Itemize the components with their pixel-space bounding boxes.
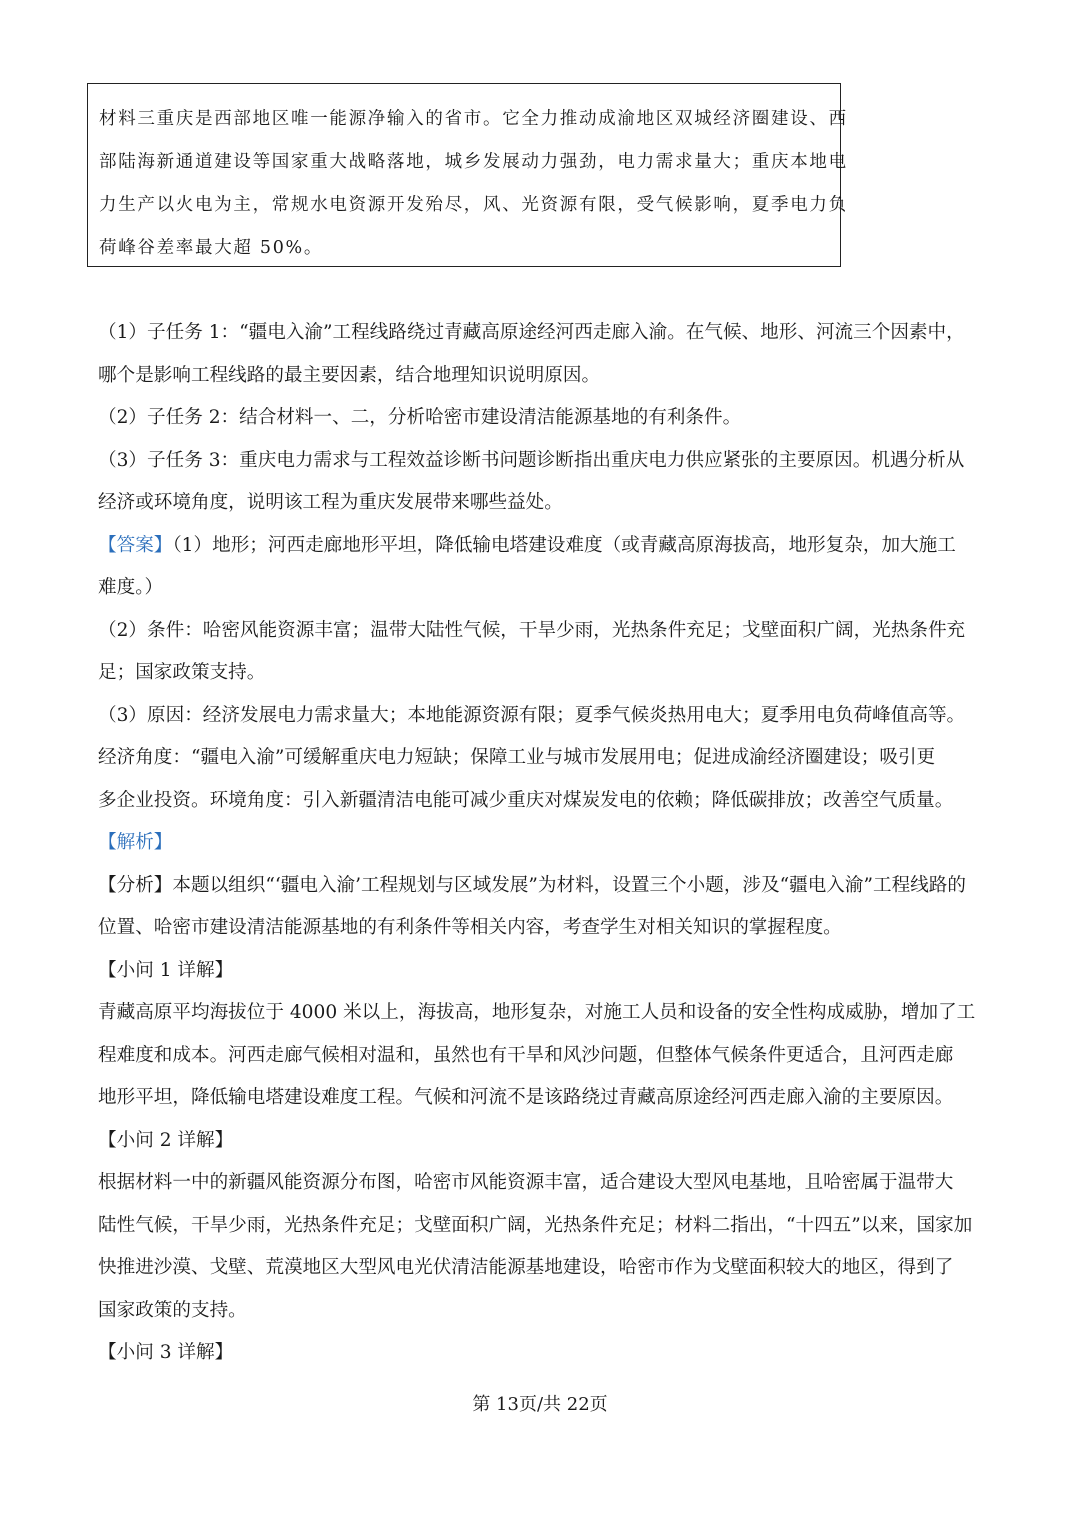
analysis-line: 地形平坦，降低输电塔建设难度工程。气候和河流不是该路绕过青藏高原途经河西走廊入渝的主要原因。	[98, 1087, 954, 1108]
material-line: 材料三重庆是西部地区唯一能源净输入的省市。它全力推动成渝地区双城经济圈建设、西	[99, 109, 848, 129]
analysis-line: 陆性气候，干旱少雨，光热条件充足；戈壁面积广阔，光热条件充足；材料二指出，“十四五”以来，国家加	[98, 1214, 973, 1236]
answer-section	[98, 525, 982, 823]
material-three-box	[87, 83, 848, 267]
analysis-line: 国家政策的支持。	[98, 1299, 247, 1321]
material-line: 部陆海新通道建设等国家重大战略落地，城乡发展动力强劲，电力需求量大；重庆本地电	[99, 152, 848, 172]
question-line: （1）子任务 1：“疆电入渝”工程线路绕过青藏高原途经河西走廊入渝。在气候、地形、河流三个因素中，	[98, 322, 965, 343]
analysis-section	[98, 822, 982, 1375]
analysis-line: 根据材料一中的新疆风能资源分布图，哈密市风能资源丰富，适合建设大型风电基地，且哈密属于温带大	[98, 1172, 954, 1193]
answer-first-line	[98, 525, 982, 568]
answer-line: （3）原因：经济发展电力需求量大；本地能源资源有限；夏季气候炎热用电大；夏季用电负荷峰值高等。	[98, 704, 966, 726]
document-body	[98, 312, 982, 1375]
answer-tag: 【答案】	[98, 534, 173, 556]
page-number: 第 13页/共 22页	[472, 1394, 608, 1415]
material-line: 荷峰谷差率最大超 50%。	[99, 238, 324, 258]
analysis-line: 【分析】本题以组织“‘疆电入渝’工程规划与区域发展”为材料，设置三个小题，涉及“疆电入渝”工程线路的	[98, 874, 966, 896]
question-line: （2）子任务 2：结合材料一、二，分析哈密市建设清洁能源基地的有利条件。	[98, 407, 742, 428]
analysis-line: 快推进沙漠、戈壁、荒漠地区大型风电光伏清洁能源基地建设，哈密市作为戈壁面积较大的地区，得到了	[98, 1257, 954, 1278]
analysis-line: 青藏高原平均海拔位于 4000 米以上，海拔高，地形复杂，对施工人员和设备的安全性构成威胁，增加了工	[98, 1002, 976, 1023]
analysis-line: 程难度和成本。河西走廊气候相对温和，虽然也有干旱和风沙问题，但整体气候条件更适合，且河西走廊	[98, 1044, 954, 1066]
answer-line: 经济角度：“疆电入渝”可缓解重庆电力短缺；保障工业与城市发展用电；促进成渝经济圈建设；吸引更	[98, 747, 936, 768]
answer-line: 难度。）	[98, 577, 164, 598]
material-line: 力生产以火电为主，常规水电资源开发殆尽，风、光资源有限，受气候影响，夏季电力负	[99, 195, 848, 215]
sub-question-heading: 【小问 1 详解】	[98, 959, 234, 981]
sub-question-heading: 【小问 2 详解】	[98, 1129, 234, 1151]
question-section	[98, 312, 982, 525]
sub-question-heading: 【小问 3 详解】	[98, 1342, 234, 1363]
answer-text: （1）地形；河西走廊地形平坦，降低输电塔建设难度（或青藏高原海拔高，地形复杂，加大施工	[172, 534, 956, 556]
question-line: 哪个是影响工程线路的最主要因素，结合地理知识说明原因。	[98, 364, 601, 386]
analysis-tag: 【解析】	[98, 832, 173, 853]
question-line: （3）子任务 3：重庆电力需求与工程效益诊断书问题诊断指出重庆电力供应紧张的主要原因。机遇分析从	[98, 449, 965, 471]
answer-line: 足；国家政策支持。	[98, 662, 266, 683]
analysis-line: 位置、哈密市建设清洁能源基地的有利条件等相关内容，考查学生对相关知识的掌握程度。	[98, 917, 842, 938]
question-line: 经济或环境角度，说明该工程为重庆发展带来哪些益处。	[98, 492, 563, 513]
answer-line: 多企业投资。环境角度：引入新疆清洁电能可减少重庆对煤炭发电的依赖；降低碳排放；改善空气质量。	[98, 789, 954, 811]
answer-line: （2）条件：哈密风能资源丰富；温带大陆性气候，干旱少雨，光热条件充足；戈壁面积广阔，光热条件充	[98, 619, 966, 641]
